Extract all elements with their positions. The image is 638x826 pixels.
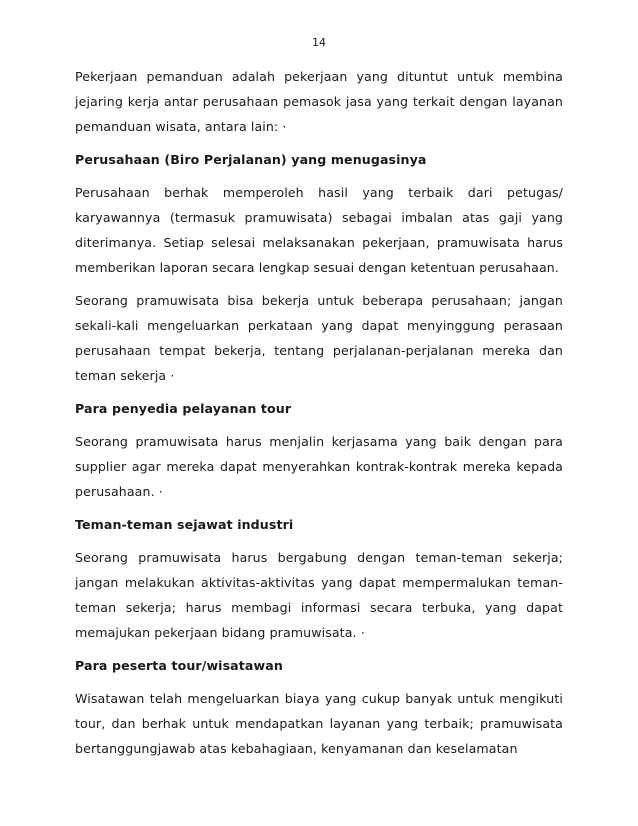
section-heading: Para penyedia pelayanan tour xyxy=(75,401,292,416)
section-paragraph: Perusahaan berhak memperoleh hasil yang terbaik dari petugas/ karyawannya (termasuk pramuwisata) sebagai imbalan atas gaji yang diterimanya. Setiap selesai melaksanakan pekerjaan, pramuwisata harus memberikan laporan secara lengkap sesuai dengan ketentuan perusahaan. xyxy=(75,185,563,275)
section-paragraph: Seorang pramuwisata harus bergabung dengan teman-teman sekerja; jangan melakukan aktivitas-aktivitas yang dapat mempermalukan teman-teman sekerja; harus membagi informasi secara terbuka, yang dapat memajukan pekerjaan bidang pramuwisata. · xyxy=(75,550,563,640)
section-paragraph: Seorang pramuwisata harus menjalin kerjasama yang baik dengan para supplier agar mereka dapat menyerahkan kontrak-kontrak mereka kepada perusahaan. · xyxy=(75,434,563,499)
section-paragraph: Wisatawan telah mengeluarkan biaya yang cukup banyak untuk mengikuti tour, dan berhak untuk mendapatkan layanan yang terbaik; pramuwisata bertanggungjawab atas kebahagiaan, kenyamanan dan keselamatan xyxy=(75,691,563,756)
section-heading: Teman-teman sejawat industri xyxy=(75,517,294,532)
section-heading: Perusahaan (Biro Perjalanan) yang menugasinya xyxy=(75,152,427,167)
section-heading: Para peserta tour/wisatawan xyxy=(75,658,283,673)
intro-paragraph: Pekerjaan pemanduan adalah pekerjaan yang dituntut untuk membina jejaring kerja antar perusahaan pemasok jasa yang terkait dengan layanan pemanduan wisata, antara lain: · xyxy=(75,69,563,134)
page-number: 14 xyxy=(312,36,326,49)
document-body xyxy=(75,64,563,761)
section-paragraph: Seorang pramuwisata bisa bekerja untuk beberapa perusahaan; jangan sekali-kali mengeluarkan perkataan yang dapat menyinggung perasaan perusahaan tempat bekerja, tentang perjalanan-perjalanan mereka dan teman sekerja · xyxy=(75,293,563,383)
